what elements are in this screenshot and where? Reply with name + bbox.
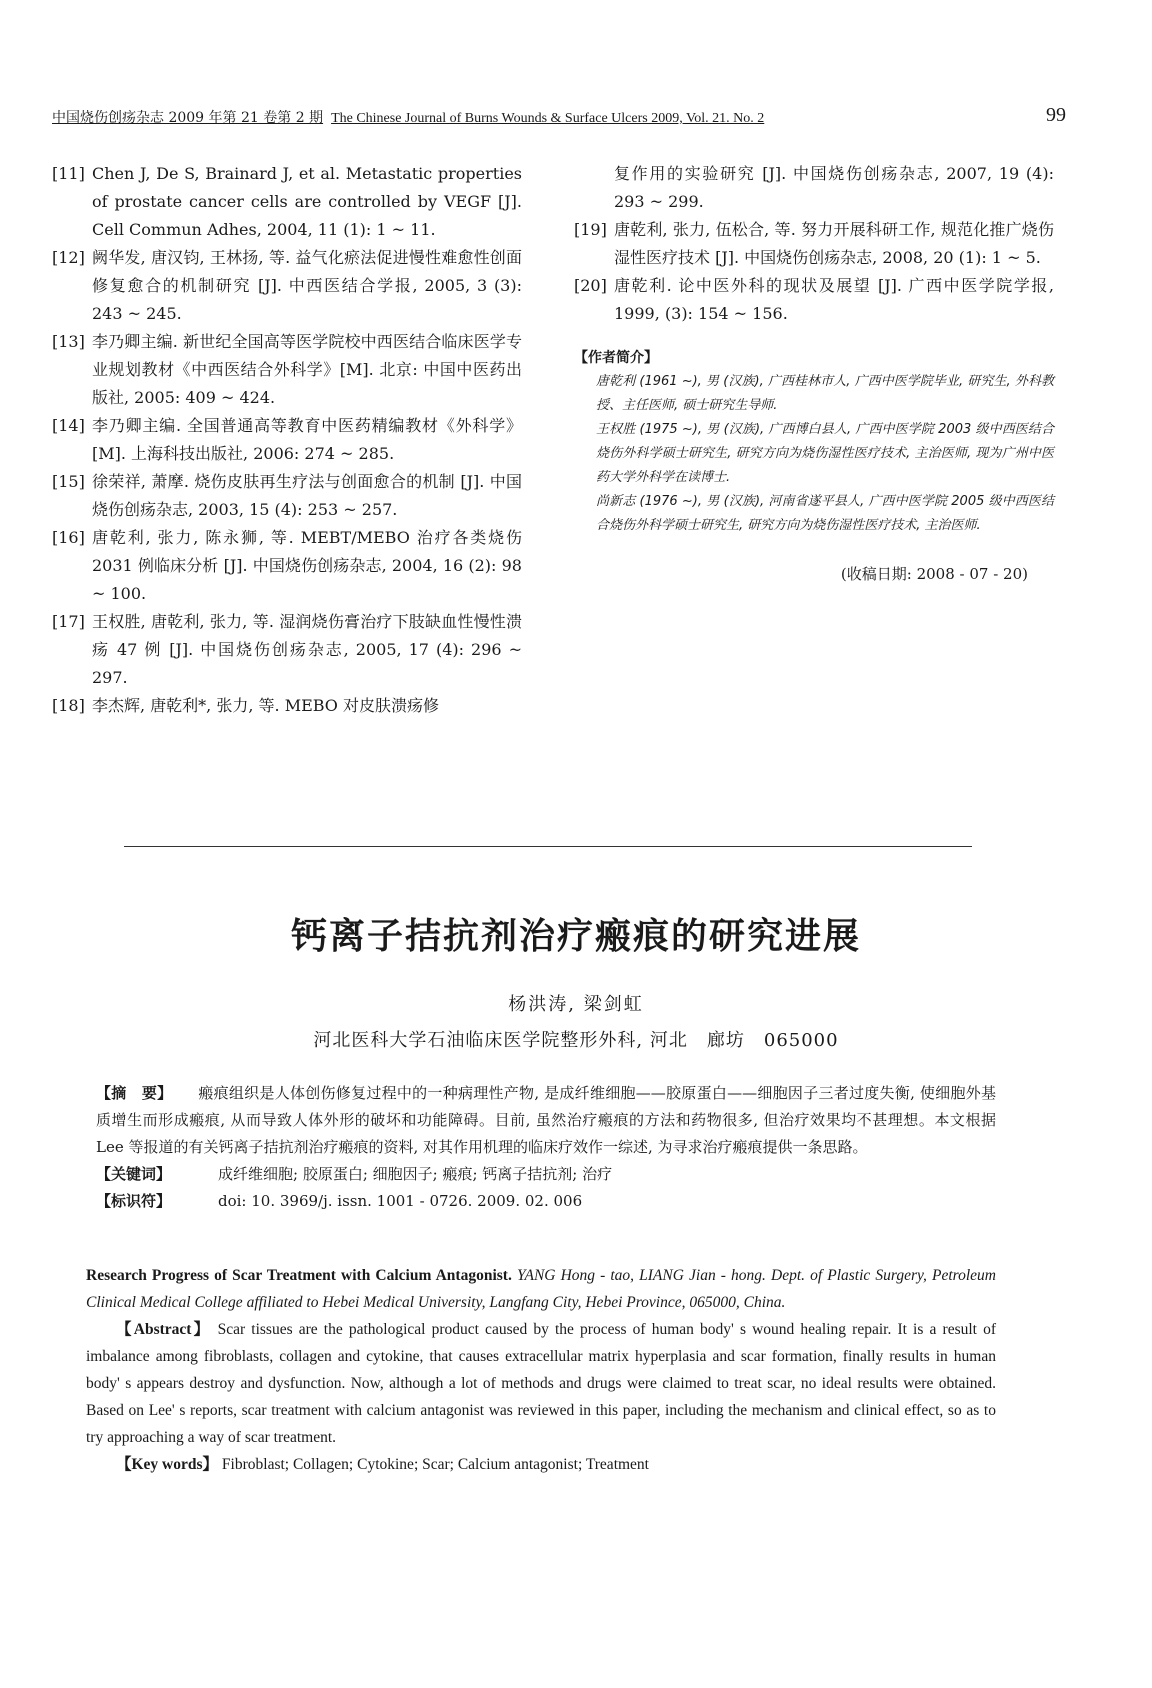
english-keywords-label: 【Key words】 <box>116 1456 219 1473</box>
english-title: Research Progress of Scar Treatment with Calcium Antagonist. <box>86 1267 512 1284</box>
reference-item <box>52 160 522 244</box>
reference-text: 唐乾利, 张力, 伍松合, 等. 努力开展科研工作, 规范化推广烧伤湿性医疗技术 [J]. 中国烧伤创疡杂志, 2008, 20 (1): 1 ~ 5. <box>614 220 1054 267</box>
section-divider <box>124 846 972 847</box>
english-keywords-text: Fibroblast; Collagen; Cytokine; Scar; Calcium antagonist; Treatment <box>221 1456 649 1473</box>
reference-number: [13] <box>52 332 85 351</box>
reference-item <box>52 328 522 412</box>
article-affiliation: 河北医科大学石油临床医学院整形外科, 河北 廊坊 065000 <box>313 1030 839 1051</box>
reference-text: 阙华发, 唐汉钧, 王林扬, 等. 益气化瘀法促进慢性难愈性创面修复愈合的机制研究 [J]. 中西医结合学报, 2005, 3 (3): 243 ~ 245. <box>92 248 522 323</box>
reference-item <box>574 216 1054 272</box>
keywords-text: 成纤维细胞; 胶原蛋白; 细胞因子; 瘢痕; 钙离子拮抗剂; 治疗 <box>218 1165 613 1183</box>
identifier-label: 【标识符】 <box>96 1192 172 1210</box>
page-number: 99 <box>1046 104 1066 126</box>
running-header <box>52 108 1052 129</box>
english-byline: YANG Hong - tao, LIANG Jian - hong. Dept. of Plastic Surgery, Petroleum Clinical Medical College affiliated to Hebei Medical University, Langfang City, Hebei Province, 065000, China. <box>86 1267 996 1311</box>
received-date: (收稿日期: 2008 - 07 - 20) <box>840 565 1028 583</box>
doi-text: doi: 10. 3969/j. issn. 1001 - 0726. 2009. 02. 006 <box>218 1192 583 1210</box>
reference-item <box>52 692 522 720</box>
reference-text: 徐荣祥, 萧摩. 烧伤皮肤再生疗法与创面愈合的机制 [J]. 中国烧伤创疡杂志, 2003, 15 (4): 253 ~ 257. <box>92 472 522 519</box>
english-abstract-text: Scar tissues are the pathological product caused by the process of human body' s wound healing repair. It is a result of imbalance among fibroblasts, collagen and cytokine, that causes extracellular matrix hyperplasia and scar formation, finally results in human body' s appears destroy and dysfunction. Now, although a lot of methods and drugs were claimed to treat scar, no ideal results were obtained. Based on Lee' s reports, scar treatment with calcium antagonist was reviewed in this paper, including the mechanism and clinical effect, so as to try approaching a way of scar treatment. <box>86 1321 997 1446</box>
reference-text: 李乃卿主编. 全国普通高等教育中医药精编教材《外科学》[M]. 上海科技出版社, 2006: 274 ~ 285. <box>92 416 522 463</box>
english-abstract-paragraph <box>86 1316 996 1451</box>
author-intro-entry: 唐乾利 (1961 ~), 男 (汉族), 广西桂林市人, 广西中医学院毕业, 研究生, 外科教授、主任医师, 硕士研究生导师. <box>596 374 1054 413</box>
author-intro-entry: 尚新志 (1976 ~), 男 (汉族), 河南省遂平县人, 广西中医学院 2005 级中西医结合烧伤外科学硕士研究生, 研究方向为烧伤湿性医疗技术, 主治医师. <box>596 494 1054 533</box>
reference-text: 唐乾利, 张力, 陈永狮, 等. MEBT/MEBO 治疗各类烧伤 2031 例临床分析 [J]. 中国烧伤创疡杂志, 2004, 16 (2): 98 ~ 100. <box>92 528 522 603</box>
reference-continuation <box>574 160 1054 216</box>
reference-item <box>52 608 522 692</box>
english-title-line <box>86 1262 996 1316</box>
article-title: 钙离子拮抗剂治疗瘢痕的研究进展 <box>290 916 861 957</box>
author-intro-entry: 王权胜 (1975 ~), 男 (汉族), 广西博白县人, 广西中医学院 2003 级中西医结合烧伤外科学硕士研究生, 研究方向为烧伤湿性医疗技术, 主治医师, 现为广州中医药大学外科学在读博士. <box>596 422 1054 485</box>
reference-number: [19] <box>574 220 607 239</box>
reference-number: [15] <box>52 472 85 491</box>
reference-text: Chen J, De S, Brainard J, et al. Metastatic properties of prostate cancer cells are controlled by VEGF [J]. Cell Commun Adhes, 2004, 11 (1): 1 ~ 11. <box>92 164 522 239</box>
reference-number: [11] <box>52 164 85 183</box>
reference-number: [20] <box>574 276 607 295</box>
abstract-paragraph <box>96 1080 996 1161</box>
english-keywords-paragraph <box>86 1451 996 1478</box>
header-journal-cn: 中国烧伤创疡杂志 2009 年第 21 卷第 2 期 <box>52 110 324 126</box>
abstract-text: 瘢痕组织是人体创伤修复过程中的一种病理性产物, 是成纤维细胞——胶原蛋白——细胞因子三者过度失衡, 使细胞外基质增生而形成瘢痕, 从而导致人体外形的破坏和功能障碍。目前, 虽然治疗瘢痕的方法和药物很多, 但治疗效果均不甚理想。本文根据 Lee 等报道的有关钙离子拮抗剂治疗瘢痕的资料, 对其作用机理的临床疗效作一综述, 为寻求治疗瘢痕提供一条思路。 <box>96 1084 996 1156</box>
reference-number: [12] <box>52 248 85 267</box>
author-intro-heading: 【作者简介】 <box>574 350 658 366</box>
references-right-column <box>574 160 1054 588</box>
reference-text: 王权胜, 唐乾利, 张力, 等. 湿润烧伤膏治疗下肢缺血性慢性溃疡 47 例 [J]. 中国烧伤创疡杂志, 2005, 17 (4): 296 ~ 297. <box>92 612 522 687</box>
abstract-label: 【摘 要】 <box>96 1084 173 1102</box>
header-journal-en: The Chinese Journal of Burns Wounds & Surface Ulcers 2009, Vol. 21. No. 2 <box>331 111 765 126</box>
reference-number: [16] <box>52 528 85 547</box>
reference-number: [18] <box>52 696 85 715</box>
reference-item <box>52 468 522 524</box>
english-abstract <box>86 1262 996 1478</box>
reference-item <box>52 524 522 608</box>
reference-text: 复作用的实验研究 [J]. 中国烧伤创疡杂志, 2007, 19 (4): 293 ~ 299. <box>614 164 1054 211</box>
identifier-line <box>96 1188 996 1215</box>
reference-text: 唐乾利. 论中医外科的现状及展望 [J]. 广西中医学院学报, 1999, (3): 154 ~ 156. <box>614 276 1054 323</box>
keywords-line <box>96 1161 996 1188</box>
reference-item <box>52 244 522 328</box>
reference-text: 李杰辉, 唐乾利*, 张力, 等. MEBO 对皮肤溃疡修 <box>92 696 440 715</box>
keywords-label: 【关键词】 <box>96 1165 172 1183</box>
chinese-abstract <box>96 1080 996 1215</box>
reference-item <box>574 272 1054 328</box>
reference-number: [14] <box>52 416 85 435</box>
article-authors: 杨洪涛, 梁剑虹 <box>508 994 644 1015</box>
english-abstract-label: 【Abstract】 <box>116 1321 212 1338</box>
references-left-column <box>52 160 522 720</box>
reference-item <box>52 412 522 468</box>
reference-text: 李乃卿主编. 新世纪全国高等医学院校中西医结合临床医学专业规划教材《中西医结合外科学》[M]. 北京: 中国中医药出版社, 2005: 409 ~ 424. <box>92 332 522 407</box>
reference-number: [17] <box>52 612 85 631</box>
